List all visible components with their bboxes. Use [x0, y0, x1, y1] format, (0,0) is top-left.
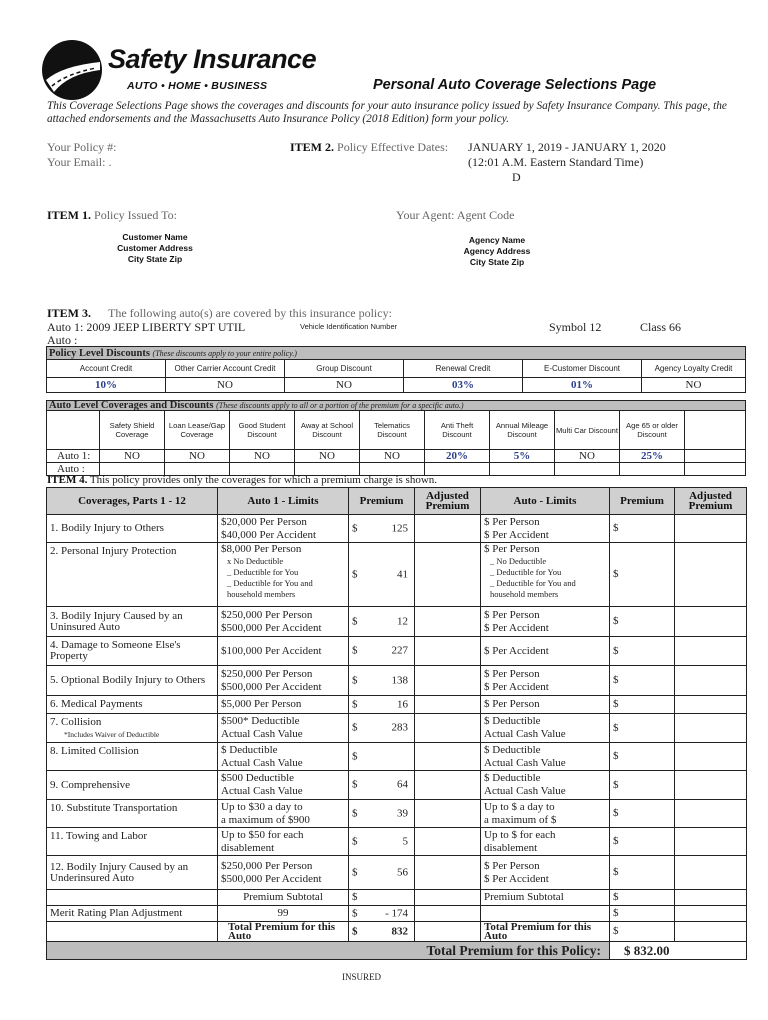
coverage-premium: 41 — [397, 568, 408, 580]
customer-city: City State Zip — [127, 254, 183, 264]
coverage-col-header: Adjusted Premium — [415, 488, 481, 515]
subtotal-label: Premium Subtotal — [218, 890, 349, 906]
subtotal-row: Premium Subtotal $ Premium Subtotal $ — [47, 890, 747, 906]
coverage-row: 11. Towing and Labor Up to $50 for each disablement $ 5 Up to $ for each disablement $ — [47, 828, 747, 856]
logo-mark — [42, 40, 102, 100]
coverage-limit: $250,000 Per Person — [221, 608, 313, 621]
auto-discount-header: Loan Lease/Gap Coverage — [165, 411, 230, 450]
effective-dates-label: Policy Effective Dates: — [337, 140, 449, 154]
discount-header: Renewal Credit — [404, 360, 523, 378]
coverage-name: 4. Damage to Someone Else's Property — [47, 637, 218, 666]
coverage-limit: $500 Deductible — [221, 772, 295, 784]
coverage-limit-2: Up to $ a day to — [484, 800, 555, 813]
auto-discount-header: Annual Mileage Discount — [490, 411, 555, 450]
brand-tagline: AUTO • HOME • BUSINESS — [127, 80, 268, 92]
brand-name: Safety Insurance — [108, 44, 317, 74]
discount-value: NO — [166, 378, 285, 393]
coverage-limit: $100,000 Per Accident — [218, 637, 349, 666]
merit-premium: - 174 — [385, 907, 408, 919]
coverage-limit-2: $ Per Person — [484, 543, 540, 555]
coverage-limit: $500,000 Per Accident — [221, 872, 322, 885]
agent-label: Your Agent: — [396, 208, 455, 222]
coverage-col-header: Premium — [349, 488, 415, 515]
coverage-col-header: Premium — [610, 488, 675, 515]
coverage-limit: $8,000 Per Person — [221, 543, 302, 555]
item3-text: The following auto(s) are covered by this insurance policy: — [108, 306, 392, 320]
coverage-limit: $40,000 Per Accident — [221, 528, 317, 541]
policy-code: D — [512, 170, 521, 184]
auto-row-label: Auto : — [47, 463, 100, 476]
pip-option: x No Deductible — [227, 556, 284, 566]
coverage-limit: a maximum of $900 — [221, 813, 310, 826]
email-label: Your Email: . — [47, 155, 112, 169]
coverage-limit: Actual Cash Value — [221, 728, 303, 740]
auto-discount-value: 5% — [490, 450, 555, 463]
coverage-name: 5. Optional Bodily Injury to Others — [47, 666, 218, 696]
coverage-premium: 64 — [397, 778, 408, 791]
coverage-limit-2: $ Per Person — [481, 696, 610, 714]
coverage-row: 7. Collision *Includes Waiver of Deductible $500* Deductible Actual Cash Value $ 283 $ Deductible Actual Cash Value $ — [47, 714, 747, 743]
coverage-limit-2: Actual Cash Value — [484, 756, 566, 769]
coverage-limit-2: $ Per Accident — [484, 680, 549, 693]
coverage-col-header: Auto 1 - Limits — [218, 488, 349, 515]
coverage-limit: disablement — [221, 841, 275, 854]
coverage-limit: Up to $50 for each — [221, 828, 304, 841]
discount-value: 10% — [47, 378, 166, 393]
coverage-name: 2. Personal Injury Protection — [47, 543, 218, 607]
auto-discount-value: NO — [165, 450, 230, 463]
coverage-limit: $500* Deductible — [221, 715, 300, 727]
coverage-limit: $250,000 Per Person — [221, 859, 313, 872]
intro-text: This Coverage Selections Page shows the coverages and discounts for your auto insurance policy issued by Safety Insurance Company. This page, the attached endorsements and the Massachusetts Auto Insurance Policy (2018 Edition) form your policy. — [47, 100, 727, 125]
policy-discounts-title: Policy Level Discounts (These discounts apply to your entire policy.) — [47, 347, 746, 360]
auto-class: Class 66 — [640, 320, 682, 334]
coverage-name: 7. Collision — [50, 716, 102, 728]
auto-discount-value: NO — [555, 450, 620, 463]
pip-option: _ Deductible for You — [490, 567, 562, 577]
item4-text: This policy provides only the coverages for which a premium charge is shown. — [89, 474, 438, 486]
coverage-row: 8. Limited Collision $ Deductible Actual Cash Value $ $ Deductible Actual Cash Value $ — [47, 743, 747, 771]
coverage-row: 9. Comprehensive $500 Deductible Actual Cash Value $ 64 $ Deductible Actual Cash Value $ — [47, 771, 747, 800]
coverage-premium: 227 — [391, 644, 408, 657]
coverage-limit-2: $ Per Person — [484, 608, 540, 621]
coverage-limit-2: $ Per Accident — [484, 872, 549, 885]
agent-code: Agent Code — [456, 208, 515, 222]
coverage-limit-2: $ Deductible — [484, 715, 541, 727]
merit-label: Merit Rating Plan Adjustment — [47, 906, 218, 922]
coverage-note: *Includes Waiver of Deductible — [64, 730, 160, 739]
coverage-col-header: Auto - Limits — [481, 488, 610, 515]
pip-option: _ Deductible for You and household members — [227, 578, 313, 599]
subtotal-label-2: Premium Subtotal — [481, 890, 610, 906]
coverage-limit-2: $ Per Person — [484, 515, 540, 528]
pip-option: _ Deductible for You and household members — [490, 578, 576, 599]
coverage-row: 4. Damage to Someone Else's Property $100,000 Per Accident $ 227 $ Per Accident $ — [47, 637, 747, 666]
footer-insured: INSURED — [342, 972, 382, 982]
issued-to-label: Policy Issued To: — [94, 208, 177, 222]
auto-symbol: Symbol 12 — [549, 320, 602, 334]
coverage-row: 6. Medical Payments $5,000 Per Person $ 16 $ Per Person $ — [47, 696, 747, 714]
coverage-premium: 283 — [391, 721, 408, 734]
coverage-limit-2: Up to $ for each — [484, 828, 556, 841]
coverage-name: 8. Limited Collision — [47, 743, 218, 771]
auto-discount-header: Multi Car Discount — [555, 411, 620, 450]
coverage-limit: $ Deductible — [221, 743, 278, 756]
auto-discount-header: Anti Theft Discount — [425, 411, 490, 450]
discount-header: E-Customer Discount — [523, 360, 642, 378]
coverage-row: 10. Substitute Transportation Up to $30 a day to a maximum of $900 $ 39 Up to $ a day to a maximum of $ $ — [47, 800, 747, 828]
item2-label: ITEM 2. — [290, 140, 335, 154]
pip-option: _ Deductible for You — [227, 567, 299, 577]
coverage-name: 10. Substitute Transportation — [47, 800, 218, 828]
coverage-limit-2: $ Per Accident — [484, 528, 549, 541]
coverage-name: 3. Bodily Injury Caused by an Uninsured Auto — [47, 607, 218, 637]
auto-discount-value: NO — [230, 450, 295, 463]
discount-value: NO — [285, 378, 404, 393]
policy-total-value: $ 832.00 — [610, 942, 747, 960]
coverage-limit-2: $ Deductible — [484, 743, 541, 756]
item4-label: ITEM 4. — [47, 474, 88, 486]
policy-total-label: Total Premium for this Policy: — [47, 942, 610, 960]
coverage-limit: $500,000 Per Accident — [221, 621, 322, 634]
discount-value: NO — [642, 378, 746, 393]
agency-block — [442, 235, 552, 268]
coverage-limit-2: a maximum of $ — [484, 813, 557, 826]
auto-discount-value: NO — [360, 450, 425, 463]
auto-row-label: Auto 1: — [47, 450, 100, 463]
coverage-limit-2: $ Per Accident — [481, 637, 610, 666]
coverage-limit: $500,000 Per Accident — [221, 680, 322, 693]
coverage-premium: 125 — [391, 522, 408, 534]
merit-row: Merit Rating Plan Adjustment 99 $ - 174 $ — [47, 906, 747, 922]
coverage-limit: $5,000 Per Person — [218, 696, 349, 714]
page-title: Personal Auto Coverage Selections Page — [373, 77, 657, 93]
coverage-col-header: Coverages, Parts 1 - 12 — [47, 488, 218, 515]
coverage-limit: Actual Cash Value — [221, 756, 303, 769]
coverage-limit-2: $ Deductible — [484, 772, 541, 784]
coverage-limit-2: disablement — [484, 841, 538, 854]
customer-name: Customer Name — [122, 232, 188, 242]
coverage-limit: Actual Cash Value — [221, 785, 303, 797]
agency-city: City State Zip — [469, 257, 525, 267]
coverage-premium: 39 — [397, 807, 408, 819]
auto-discount-value: NO — [100, 450, 165, 463]
policy-total-row — [47, 942, 747, 960]
coverage-premium: 56 — [397, 866, 408, 878]
road-logo-icon — [42, 40, 102, 100]
discount-header: Other Carrier Account Credit — [166, 360, 285, 378]
discount-value: 01% — [523, 378, 642, 393]
coverages-table — [46, 487, 747, 960]
coverage-limit-2: Actual Cash Value — [484, 785, 566, 797]
coverage-limit: $20,000 Per Person — [221, 515, 307, 528]
merit-value: 99 — [218, 906, 349, 922]
auto-total-row: Total Premium for this Auto $ 832 Total Premium for this Auto $ — [47, 922, 747, 942]
auto-discount-header: Safety Shield Coverage — [100, 411, 165, 450]
customer-address: Customer Address — [117, 243, 193, 253]
coverage-name: 1. Bodily Injury to Others — [47, 515, 218, 543]
auto-discount-header: Away at School Discount — [295, 411, 360, 450]
auto-discount-header: Telematics Discount — [360, 411, 425, 450]
auto-discount-header: Good Student Discount — [230, 411, 295, 450]
auto-discounts-table — [46, 400, 746, 476]
auto-total-label: Total Premium for this Auto — [218, 922, 349, 942]
coverage-premium: 138 — [391, 674, 408, 686]
agency-name: Agency Name — [468, 235, 526, 245]
discount-value: 03% — [404, 378, 523, 393]
vin-label: Vehicle Identification Number — [300, 322, 398, 331]
agency-address: Agency Address — [463, 246, 531, 256]
coverage-premium: 16 — [397, 698, 408, 710]
coverage-limit-2: $ Per Person — [484, 859, 540, 872]
coverage-premium: 12 — [397, 615, 408, 627]
auto-total-label-2: Total Premium for this Auto — [481, 922, 610, 942]
auto1-description: Auto 1: 2009 JEEP LIBERTY SPT UTIL — [47, 320, 246, 334]
coverage-name: 9. Comprehensive — [47, 771, 218, 800]
policy-number-label: Your Policy #: — [47, 140, 117, 154]
auto-discount-value: 25% — [620, 450, 685, 463]
item1-label: ITEM 1. — [47, 208, 92, 222]
discount-header: Agency Loyalty Credit — [642, 360, 746, 378]
discount-header: Group Discount — [285, 360, 404, 378]
coverage-row: 2. Personal Injury Protection $8,000 Per Person x No Deductible _ Deductible for You _ Deductible for You and household members $ 41 $ Per Person _ No Deductible _ Deductible for You _ Deductible for You and household members $ — [47, 543, 747, 607]
auto-discount-header: Age 65 or older Discount — [620, 411, 685, 450]
effective-dates: JANUARY 1, 2019 - JANUARY 1, 2020 — [468, 140, 666, 154]
policy-discounts-table — [46, 346, 746, 393]
customer-block — [100, 232, 210, 265]
coverage-row: 12. Bodily Injury Caused by an Underinsured Auto $250,000 Per Person $500,000 Per Accident $ 56 $ Per Person $ Per Accident $ — [47, 856, 747, 890]
coverage-row: 5. Optional Bodily Injury to Others $250,000 Per Person $500,000 Per Accident $ 138 $ Per Person $ Per Accident $ — [47, 666, 747, 696]
pip-option: _ No Deductible — [490, 556, 547, 566]
coverage-col-header: Adjusted Premium — [675, 488, 747, 515]
item3-label: ITEM 3. — [47, 306, 92, 320]
auto-discounts-title: Auto Level Coverages and Discounts (These discounts apply to all or a portion of the premium for a specific auto.) — [47, 401, 746, 411]
auto2-description: Auto : — [47, 333, 78, 347]
coverage-premium: 5 — [402, 835, 408, 847]
coverage-row: 3. Bodily Injury Caused by an Uninsured Auto $250,000 Per Person $500,000 Per Accident $ 12 $ Per Person $ Per Accident $ — [47, 607, 747, 637]
auto-discount-row — [47, 450, 746, 463]
coverage-limit-2: $ Per Accident — [484, 621, 549, 634]
auto-discount-value: 20% — [425, 450, 490, 463]
coverage-limit: $250,000 Per Person — [221, 667, 313, 680]
coverage-name: 11. Towing and Labor — [47, 828, 218, 856]
coverage-limit-2: $ Per Person — [484, 667, 540, 680]
coverage-limit: Up to $30 a day to — [221, 800, 303, 813]
discount-header: Account Credit — [47, 360, 166, 378]
auto-total-premium: 832 — [391, 925, 408, 937]
coverage-limit-2: Actual Cash Value — [484, 728, 566, 740]
coverage-row: 1. Bodily Injury to Others $20,000 Per Person $40,000 Per Accident $ 125 $ Per Person $ Per Accident $ — [47, 515, 747, 543]
coverage-name: 12. Bodily Injury Caused by an Underinsured Auto — [47, 856, 218, 890]
coverage-name: 6. Medical Payments — [47, 696, 218, 714]
effective-time: (12:01 A.M. Eastern Standard Time) — [468, 155, 644, 169]
auto-discount-value: NO — [295, 450, 360, 463]
